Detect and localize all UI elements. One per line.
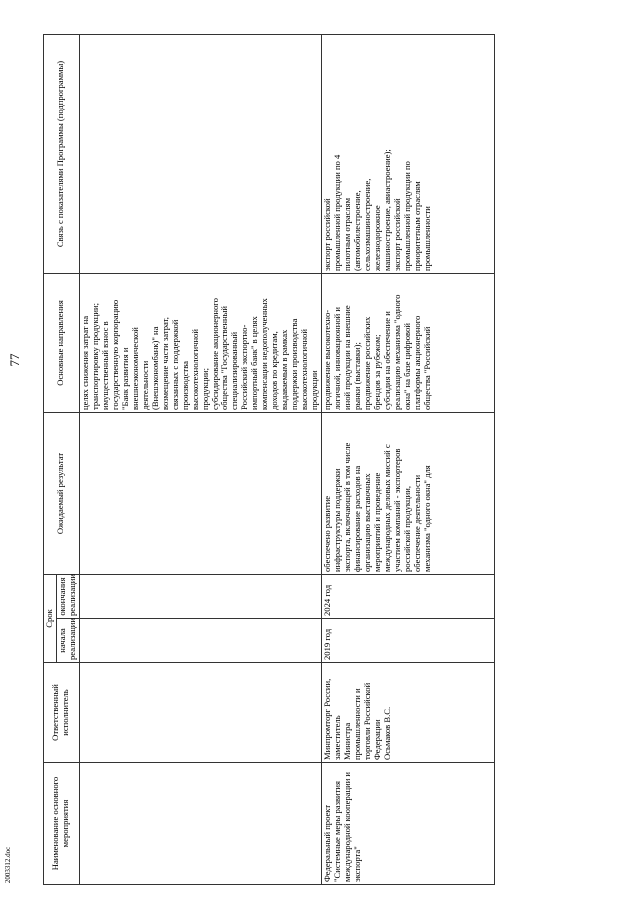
cell-directions [322, 273, 495, 412]
header-row [44, 34, 57, 884]
cell-name [322, 763, 495, 885]
cell-name [79, 763, 321, 885]
header-term: Срок [44, 574, 57, 662]
cell-term-start [79, 619, 321, 663]
program-table [43, 34, 495, 885]
cell-link [322, 34, 495, 273]
page-number [0, 340, 30, 380]
term-start-text: 2019 год [322, 628, 333, 660]
header-name: Наименование основного мероприятия [44, 763, 80, 885]
table-row [322, 34, 495, 884]
document-code [0, 830, 16, 900]
project-name: Федеральный проект "Системные меры развития международной кооперации и экспорта" [322, 771, 363, 882]
page-number-text: 77 [7, 353, 22, 367]
header-term-start: начала реализации [56, 619, 79, 663]
cell-result [79, 412, 321, 574]
cell-executor [79, 663, 321, 763]
cell-link [79, 34, 321, 273]
cell-term-end [79, 574, 321, 618]
document-code-text: 2003312.doc [4, 846, 12, 884]
table-row [79, 34, 321, 884]
header-link: Связь с показателями Программы (подпрограммы) [44, 34, 80, 273]
cell-result [322, 412, 495, 574]
link-text: экспорт российской промышленной продукции по 4 пилотным отраслям (автомобилестроение, сельхозмашиностроение, железнодорожное машиностроение, авиастроение); экспорт российской промышленной продукции по приоритетным отраслям промышленности [322, 149, 432, 271]
cell-executor [322, 663, 495, 763]
cell-term-start [322, 619, 495, 663]
header-directions: Основные направления [44, 273, 80, 412]
header-executor: Ответственный исполнитель [44, 663, 80, 763]
directions-text: целях снижения затрат на транспортировку продукции; имущественный взнос в государственную корпорацию "Банк развития и внешнеэкономической деятельности (Внешэкономбанк)" на возмещение части затрат, связанных с поддержкой производства высокотехнологичной продукции; субсидирование акционерного общества "Государственный специализированный Российский экспортно- импортный банк" в целях компенсации недополученных доходов по кредитам, выдаваемым в рамках поддержки производства высокотехнологичной продукции [79, 298, 320, 410]
cell-term-end [322, 574, 495, 618]
directions-text: продвижение высокотехно- логичной, инновационной и иной продукции на внешние рынки (выставки); продвижение российских брендов за рубежом; субсидия на обеспечение и реализацию механизма "одного окна" на базе цифровой платформы акционерного общества "Российский [322, 294, 432, 410]
cell-directions [79, 273, 321, 412]
header-result: Ожидаемый результат [44, 412, 80, 574]
rotated-page [43, 35, 623, 885]
header-term-end: окончания реализации [56, 574, 79, 618]
result-text: обеспечено развитие инфраструктуры поддержки экспорта, включающей в том числе финансирование расходов на организацию выставочных мероприятий и проведение международных деловых миссий с участием компаний - экспортеров российской продукции, обеспечение деятельности механизма "одного окна" для [322, 442, 432, 572]
executor-text: Минпромторг России, заместитель Министра промышленности и торговли Российской Федерации Осьмаков В.С. [322, 678, 392, 760]
term-end-text: 2024 год [322, 584, 333, 616]
